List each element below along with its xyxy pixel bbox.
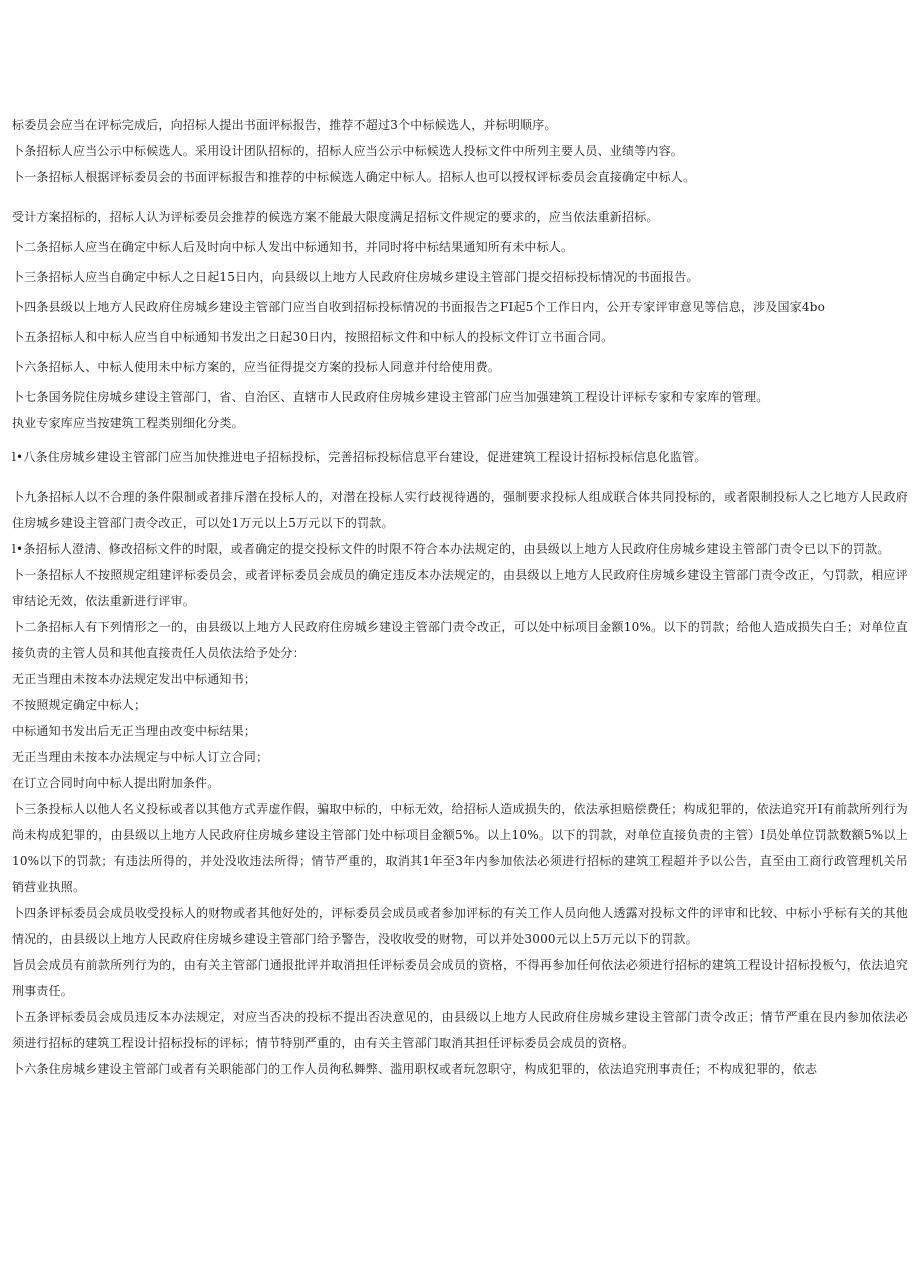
list-item: 不按照规定确定中标人； <box>12 698 147 712</box>
paragraph: 卜五条评标委员会成员违反本办法规定，对应当否决的投标不提出否决意见的，由县级以上地方人民政府住房城乡建设主管部门责令改正；情节严重在艮内参加依法必须进行招标的建筑工程设计招标投标的评标；情节特别严重的，由有关主管部门取消其担任评标委员会成员的资格。 <box>12 1010 908 1050</box>
paragraph: l•条招标人澄清、修改招标文件的时限，或者确定的提交投标文件的时限不符合本办法规定的，由县级以上地方人民政府住房城乡建设主管部门责令已以下的罚款。 <box>12 542 890 556</box>
paragraph: 卜三条投标人以他人名义投标或者以其他方式弄虚作假，骗取中标的，中标无效，给招标人造成损失的，依法承担赔偿费任；构成犯罪的，依法追究开I有前款所列行为尚未构成犯罪的，由县级以上地方人民政府住房城乡建设主管部门处中标项目金额5%。以上10%。以下的罚款，对单位直接负责的主管）I员处单位罚款数额5%以上10%以下的罚款；有违法所得的，并处没收违法所得；情节严重的，取消其1年至3年内参加依法必须进行招标的建筑工程超并予以公告，直至由工商行政管理机关吊销营业执照。 <box>12 802 908 894</box>
paragraph: 受计方案招标的，招标人认为评标委员会推荐的候选方案不能最大限度满足招标文件规定的要求的，应当依法重新招标。 <box>12 210 659 224</box>
paragraph: 卜七条国务院住房城乡建设主管部门，省、自治区、直辖市人民政府住房城乡建设主管部门应当加强建筑工程设计评标专家和专家库的管理。 <box>12 390 769 404</box>
paragraph: 卜五条招标人和中标人应当自中标通知书发出之日起30日内，按照招标文件和中标人的投标文件订立书面合同。 <box>12 330 614 344</box>
list-item: 在订立合同时向中标人提出附加条件。 <box>12 776 220 790</box>
paragraph: 卜条招标人应当公示中标候选人。采用设计团队招标的，招标人应当公示中标候选人投标文件中所列主要人员、业绩等内容。 <box>12 144 684 158</box>
paragraph: l•八条住房城乡建设主管部门应当加快推进电子招标投标，完善招标投标信息平台建设，促进建筑工程设计招标投标信息化监管。 <box>12 450 707 464</box>
paragraph: 旨员会成员有前款所列行为的，由有关主管部门通报批评并取消担任评标委员会成员的资格，不得再参加任何依法必须进行招标的建筑工程设计招标投板勺，依法追究刑事责任。 <box>12 958 908 998</box>
paragraph: 执业专家库应当按建筑工程类别细化分类。 <box>12 416 244 430</box>
document-body <box>12 112 908 1082</box>
paragraph: 卜一条招标人不按照规定组建评标委员会，或者评标委员会成员的确定违反本办法规定的，由县级以上地方人民政府住房城乡建设主管部门责令改正，勺罚款，相应评审结论无效，依法重新进行评审。 <box>12 568 908 608</box>
paragraph: 标委员会应当在评标完成后，向招标人提出书面评标报告，推荐不超过3个中标候选人，并标明顺序。 <box>12 118 557 132</box>
paragraph: 卜二条招标人应当在确定中标人后及时向中标人发出中标通知书，并同时将中标结果通知所有未中标人。 <box>12 240 574 254</box>
paragraph: 卜六条招标人、中标人使用未中标方案的，应当征得提交方案的投标人同意并付给使用费。 <box>12 360 501 374</box>
paragraph: 卜四条县级以上地方人民政府住房城乡建设主管部门应当自收到招标投标情况的书面报告之FI起5个工作日内，公开专家评审意见等信息，涉及国家4bo <box>12 300 826 314</box>
paragraph: 卜九条招标人以不合理的条件限制或者排斥潜在投标人的，对潜在投标人实行歧视待遇的，强制要求投标人组成联合体共同投标的，或者限制投标人之匕地方人民政府住房城乡建设主管部门责令改正，可以处1万元以上5万元以下的罚款。 <box>12 490 908 530</box>
list-item: 无正当理由未按本办法规定发出中标通知书； <box>12 672 257 686</box>
paragraph: 卜六条住房城乡建设主管部门或者有关职能部门的工作人员徇私舞弊、滥用职权或者玩忽职守，构成犯罪的，依法追究刑事责任；不构成犯罪的，依志 <box>12 1062 818 1076</box>
paragraph: 卜三条招标人应当自确定中标人之日起15日内，向县级以上地方人民政府住房城乡建设主管部门提交招标投标情况的书面报告。 <box>12 270 699 284</box>
paragraph: 卜一条招标人根据评标委员会的书面评标报告和推荐的中标候选人确定中标人。招标人也可以授权评标委员会直接确定中标人。 <box>12 170 696 184</box>
list-item: 中标通知书发出后无正当理由改变中标结果； <box>12 724 257 738</box>
paragraph: 卜二条招标人有下列情形之一的，由县级以上地方人民政府住房城乡建设主管部门责令改正，可以处中标项目金额10%。以下的罚款；给他人造成损失白壬；对单位直接负责的主管人员和其他直接责任人员依法给予处分： <box>12 620 908 660</box>
paragraph: 卜四条评标委员会成员收受投标人的财物或者其他好处的，评标委员会成员或者参加评标的有关工作人员向他人透露对投标文件的评审和比较、中标小乎标有关的其他情况的，由县级以上地方人民政府住房城乡建设主管部门给予警告，没收收受的财物，可以并处3000元以上5万元以下的罚款。 <box>12 906 908 946</box>
list-item: 无正当理由未按本办法规定与中标人订立合同； <box>12 750 269 764</box>
